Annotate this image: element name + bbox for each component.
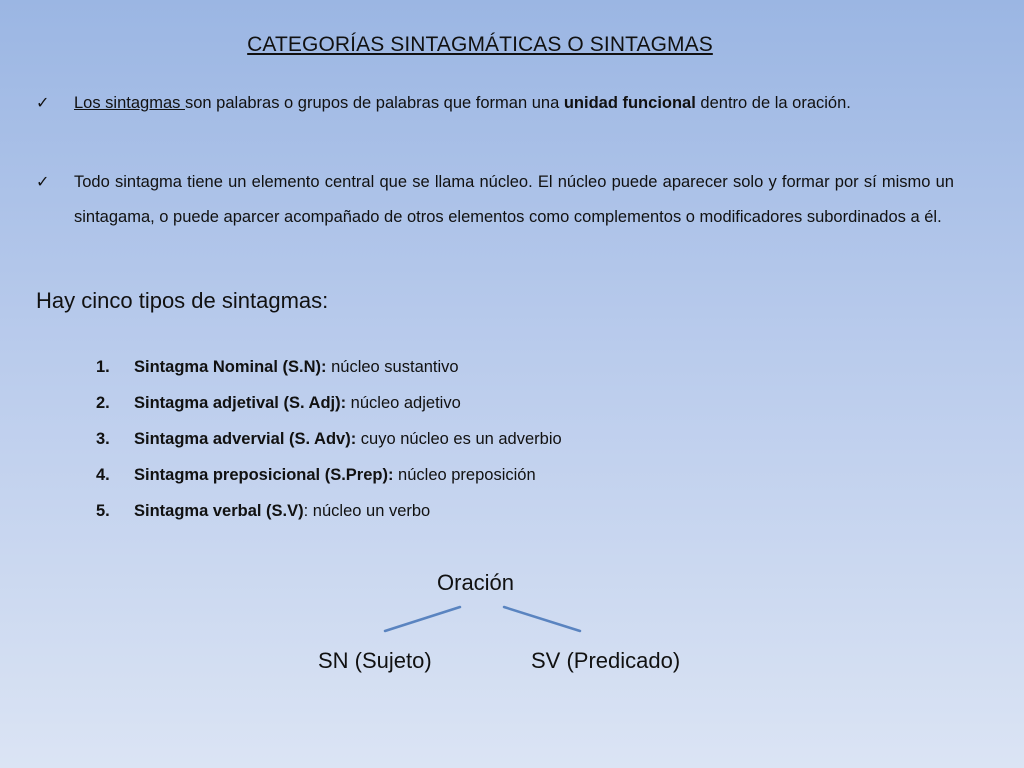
item-number: 5. xyxy=(96,502,110,520)
bullet-definition xyxy=(36,86,954,121)
item-desc: : núcleo un verbo xyxy=(303,502,431,520)
bullet-text xyxy=(74,86,954,121)
connector-right xyxy=(504,607,580,631)
list-item xyxy=(96,352,562,388)
list-item xyxy=(96,388,562,424)
item-name: Sintagma advervial (S. Adv): xyxy=(134,430,357,448)
checkmark-icon: ✓ xyxy=(36,174,50,191)
item-name: Sintagma verbal (S.V) xyxy=(134,502,304,520)
types-heading: Hay cinco tipos de sintagmas: xyxy=(36,288,329,313)
slide-title: CATEGORÍAS SINTAGMÁTICAS O SINTAGMAS xyxy=(247,33,713,56)
text-before-bold: son palabras o grupos de palabras que forman una xyxy=(184,94,564,112)
item-number: 3. xyxy=(96,430,110,448)
checkmark-icon: ✓ xyxy=(36,95,50,112)
list-item xyxy=(96,424,562,460)
item-desc: núcleo adjetivo xyxy=(346,394,461,412)
item-number: 2. xyxy=(96,394,110,412)
bold-term: unidad funcional xyxy=(563,94,696,112)
item-desc: cuyo núcleo es un adverbio xyxy=(356,430,562,448)
diagram-root-oracion: Oración xyxy=(437,570,515,595)
item-name: Sintagma preposicional (S.Prep): xyxy=(134,466,394,484)
item-number: 4. xyxy=(96,466,110,484)
item-name: Sintagma adjetival (S. Adj): xyxy=(134,394,347,412)
connector-left xyxy=(385,607,460,631)
item-desc: núcleo sustantivo xyxy=(326,358,459,376)
bullet-text: Todo sintagma tiene un elemento central que se llama núcleo. El núcleo puede aparecer solo y formar por sí mismo un sintagama, o puede aparcer acompañado de otros elementos como complementos o modificadores subordinados a él. xyxy=(74,173,954,226)
bullet-nucleus xyxy=(36,165,954,235)
underlined-term: Los sintagmas xyxy=(74,94,185,112)
text-after-bold: dentro de la oración. xyxy=(695,94,851,112)
diagram-node-sv: SV (Predicado) xyxy=(531,648,681,673)
diagram-node-sn: SN (Sujeto) xyxy=(318,648,432,673)
item-desc: núcleo preposición xyxy=(393,466,536,484)
item-number: 1. xyxy=(96,358,110,376)
list-item xyxy=(96,496,562,532)
list-item xyxy=(96,460,562,496)
types-list xyxy=(96,352,562,532)
item-name: Sintagma Nominal (S.N): xyxy=(134,358,327,376)
